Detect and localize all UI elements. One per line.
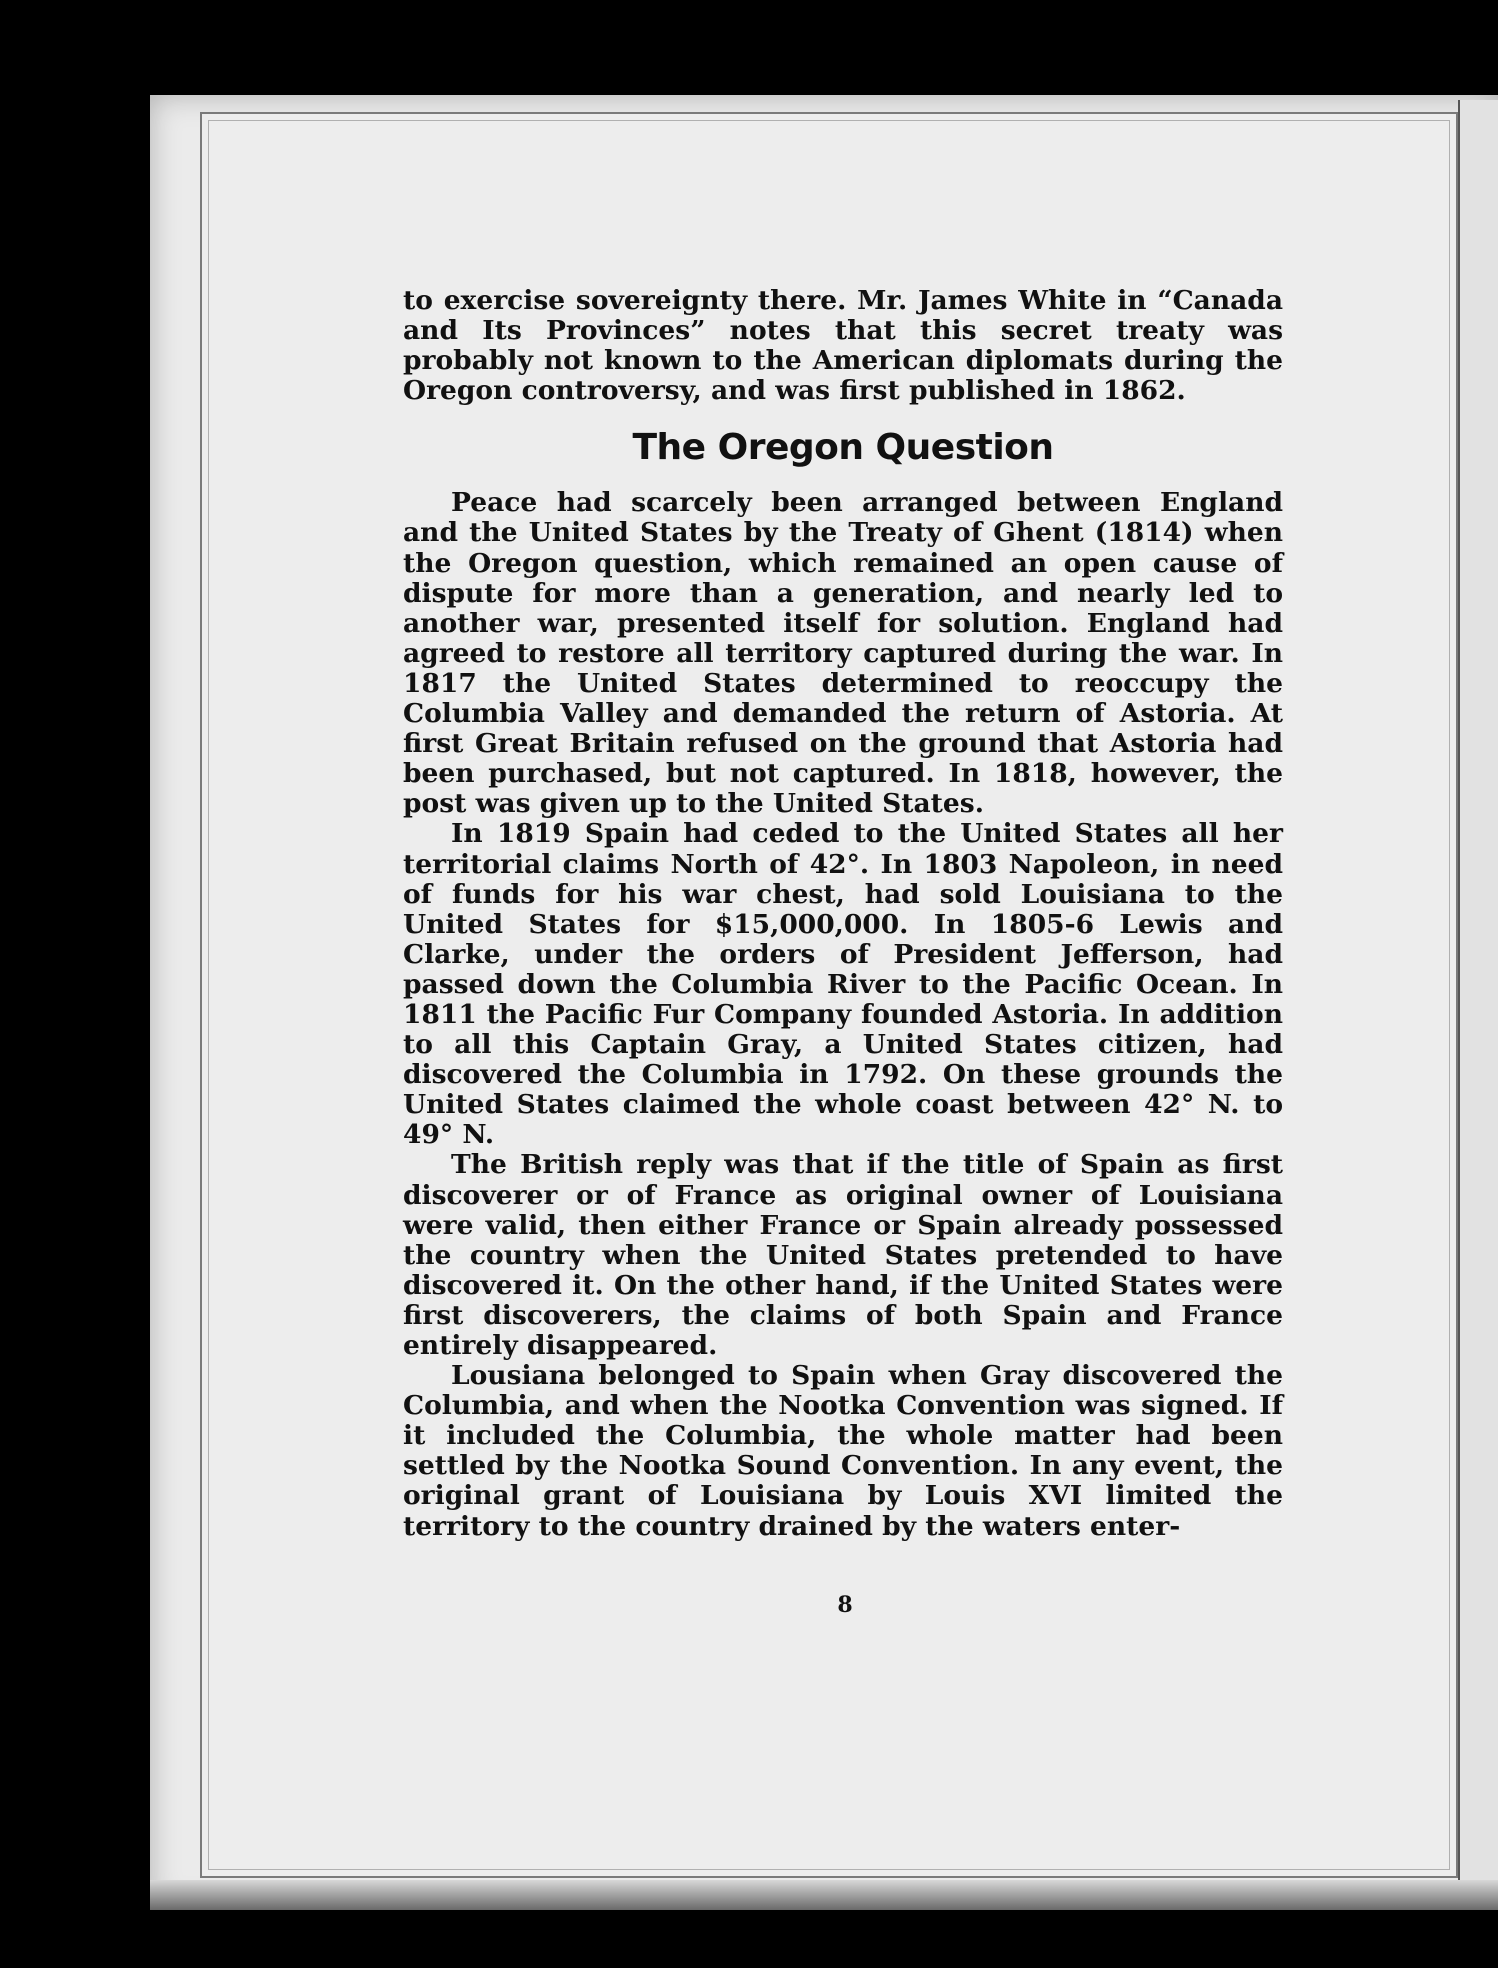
page-bottom-shadow: [150, 1880, 1498, 1910]
paragraph: Peace had scarcely been arranged between England and the United States by the Treaty of Ghent (1814) when the Oregon question, which remained an open cause of dispute for more than a generation, and nearly led to another war, presented itself for solution. England had agreed to restore all territory captured during the war. In 1817 the United States determined to reoccupy the Columbia Valley and demanded the return of Astoria. At first Great Britain refused on the ground that Astoria had been purchased, but not captured. In 1818, however, the post was given up to the United States.: [403, 487, 1283, 820]
paragraph: In 1819 Spain had ceded to the United States all her territorial claims North of 42°. In 1803 Napoleon, in need of funds for his war chest, had sold Louisiana to the United States for $15,000,000. In 1805-6 Lewis and Clarke, under the orders of President Jefferson, had passed down the Columbia River to the Pacific Ocean. In 1811 the Pacific Fur Company founded Astoria. In addition to all this Captain Gray, a United States citizen, had discovered the Columbia in 1792. On these grounds the United States claimed the whole coast between 42° N. to 49° N.: [403, 818, 1283, 1151]
body-text: [403, 286, 1283, 1542]
adjacent-page-edge: [1458, 100, 1498, 1900]
paragraph: The British reply was that if the title of Spain as first discoverer or of France as original owner of Louisiana were valid, then either France or Spain already possessed the country when the United States pretended to have discovered it. On the other hand, if the United States were first discoverers, the claims of both Spain and France entirely disappeared.: [403, 1149, 1283, 1361]
page-number: 8: [837, 1592, 853, 1618]
paragraph-continued: to exercise sovereignty there. Mr. James White in “Canada and Its Provinces” notes that this secret treaty was probably not known to the American diplomats during the Oregon controversy, and was first published in 1862.: [403, 285, 1283, 407]
paragraph: Lousiana belonged to Spain when Gray discovered the Columbia, and when the Nootka Convention was signed. If it included the Columbia, the whole matter had been settled by the Nootka Sound Convention. In any event, the original grant of Louisiana by Louis XVI limited the territory to the country drained by the waters enter-: [403, 1360, 1283, 1542]
section-heading: The Oregon Question: [632, 427, 1054, 469]
